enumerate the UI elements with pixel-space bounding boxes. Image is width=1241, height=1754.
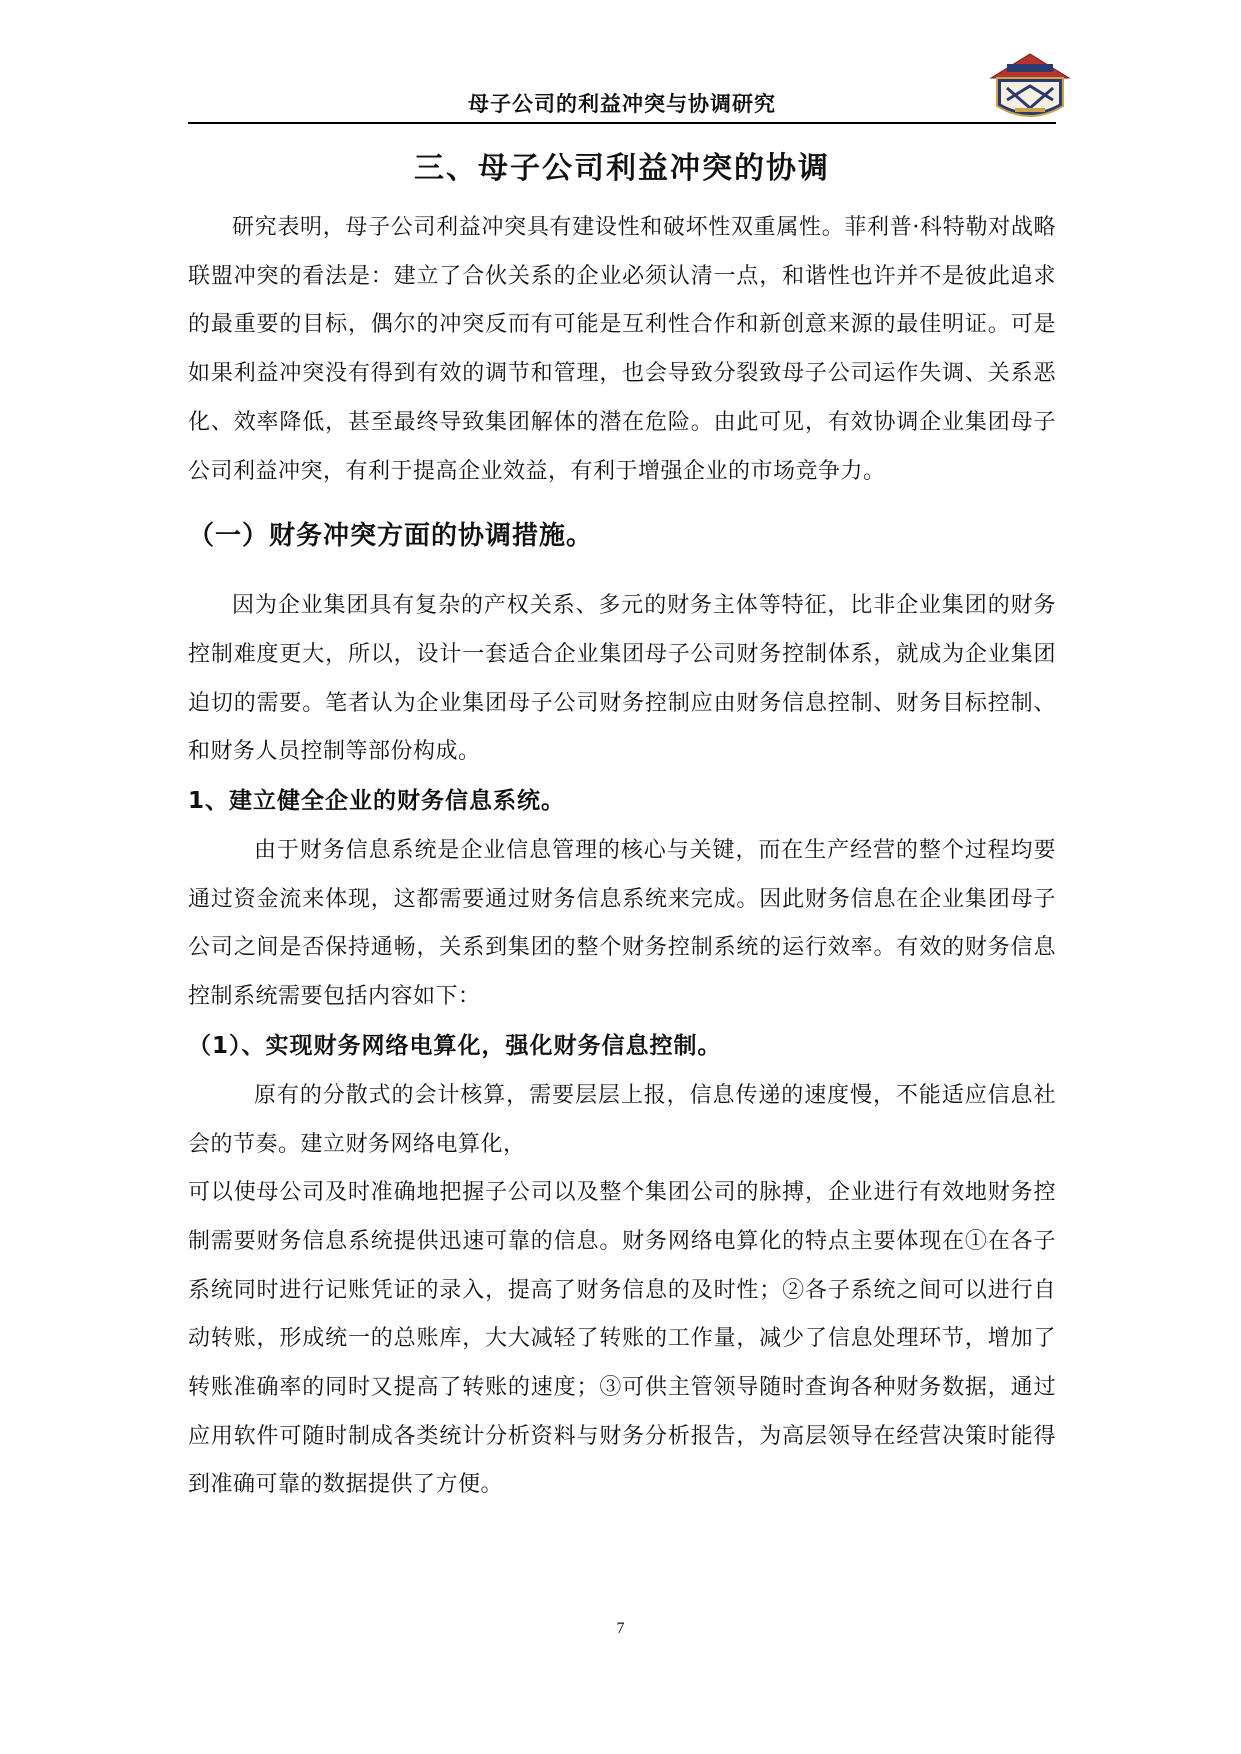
subsection-paragraph: 由于财务信息系统是企业信息管理的核心与关键，而在生产经营的整个过程均要通过资金流来体现，这都需要通过财务信息系统来完成。因此财务信息在企业集团母子公司之间是否保持通畅，关系到集团的整个财务控制系统的运行效率。有效的财务信息控制系统需要包括内容如下：	[188, 838, 1056, 1010]
page-number: 7	[616, 1620, 625, 1637]
section-paragraph: 因为企业集团具有复杂的产权关系、多元的财务主体等特征，比非企业集团的财务控制难度更大，所以，设计一套适合企业集团母子公司财务控制体系，就成为企业集团迫切的需要。笔者认为企业集团母子公司财务控制应由财务信息控制、财务目标控制、和财务人员控制等部份构成。	[188, 593, 1056, 765]
page-body	[188, 150, 1056, 1510]
subsection-title: 1、建立健全企业的财务信息系统。	[188, 788, 566, 815]
page-header	[188, 76, 1056, 124]
chapter-title: 三、母子公司利益冲突的协调	[414, 151, 830, 186]
section-title: （一）财务冲突方面的协调措施。	[188, 521, 594, 552]
sub-subsection-title: （1）、实现财务网络电算化，强化财务信息控制。	[188, 1032, 722, 1059]
header-title: 母子公司的利益冲突与协调研究	[468, 92, 776, 116]
sub-subsection-paragraph-a: 原有的分散式的会计核算，需要层层上报，信息传递的速度慢，不能适应信息社会的节奏。建立财务网络电算化，	[188, 1082, 1056, 1157]
chapter-intro-paragraph: 研究表明，母子公司利益冲突具有建设性和破坏性双重属性。菲利普·科特勒对战略联盟冲突的看法是：建立了合伙关系的企业必须认清一点，和谐性也许并不是彼此追求的最重要的目标，偶尔的冲突反而有可能是互利性合作和新创意来源的最佳明证。可是如果利益冲突没有得到有效的调节和管理，也会导致分裂致母子公司运作失调、关系恶化、效率降低，甚至最终导致集团解体的潜在危险。由此可见，有效协调企业集团母子公司利益冲突，有利于提高企业效益，有利于增强企业的市场竞争力。	[188, 215, 1056, 484]
sub-subsection-paragraph-b: 可以使母公司及时准确地把握子公司以及整个集团公司的脉搏，企业进行有效地财务控制需要财务信息系统提供迅速可靠的信息。财务网络电算化的特点主要体现在①在各子系统同时进行记账凭证的录入，提高了财务信息的及时性；②各子系统之间可以进行自动转账，形成统一的总账库，大大减轻了转账的工作量，减少了信息处理环节，增加了转账准确率的同时又提高了转账的速度；③可供主管领导随时查询各种财务数据，通过应用软件可随时制成各类统计分析资料与财务分析报告，为高层领导在经营决策时能得到准确可靠的数据提供了方便。	[188, 1180, 1056, 1498]
university-crest-icon	[985, 48, 1075, 124]
